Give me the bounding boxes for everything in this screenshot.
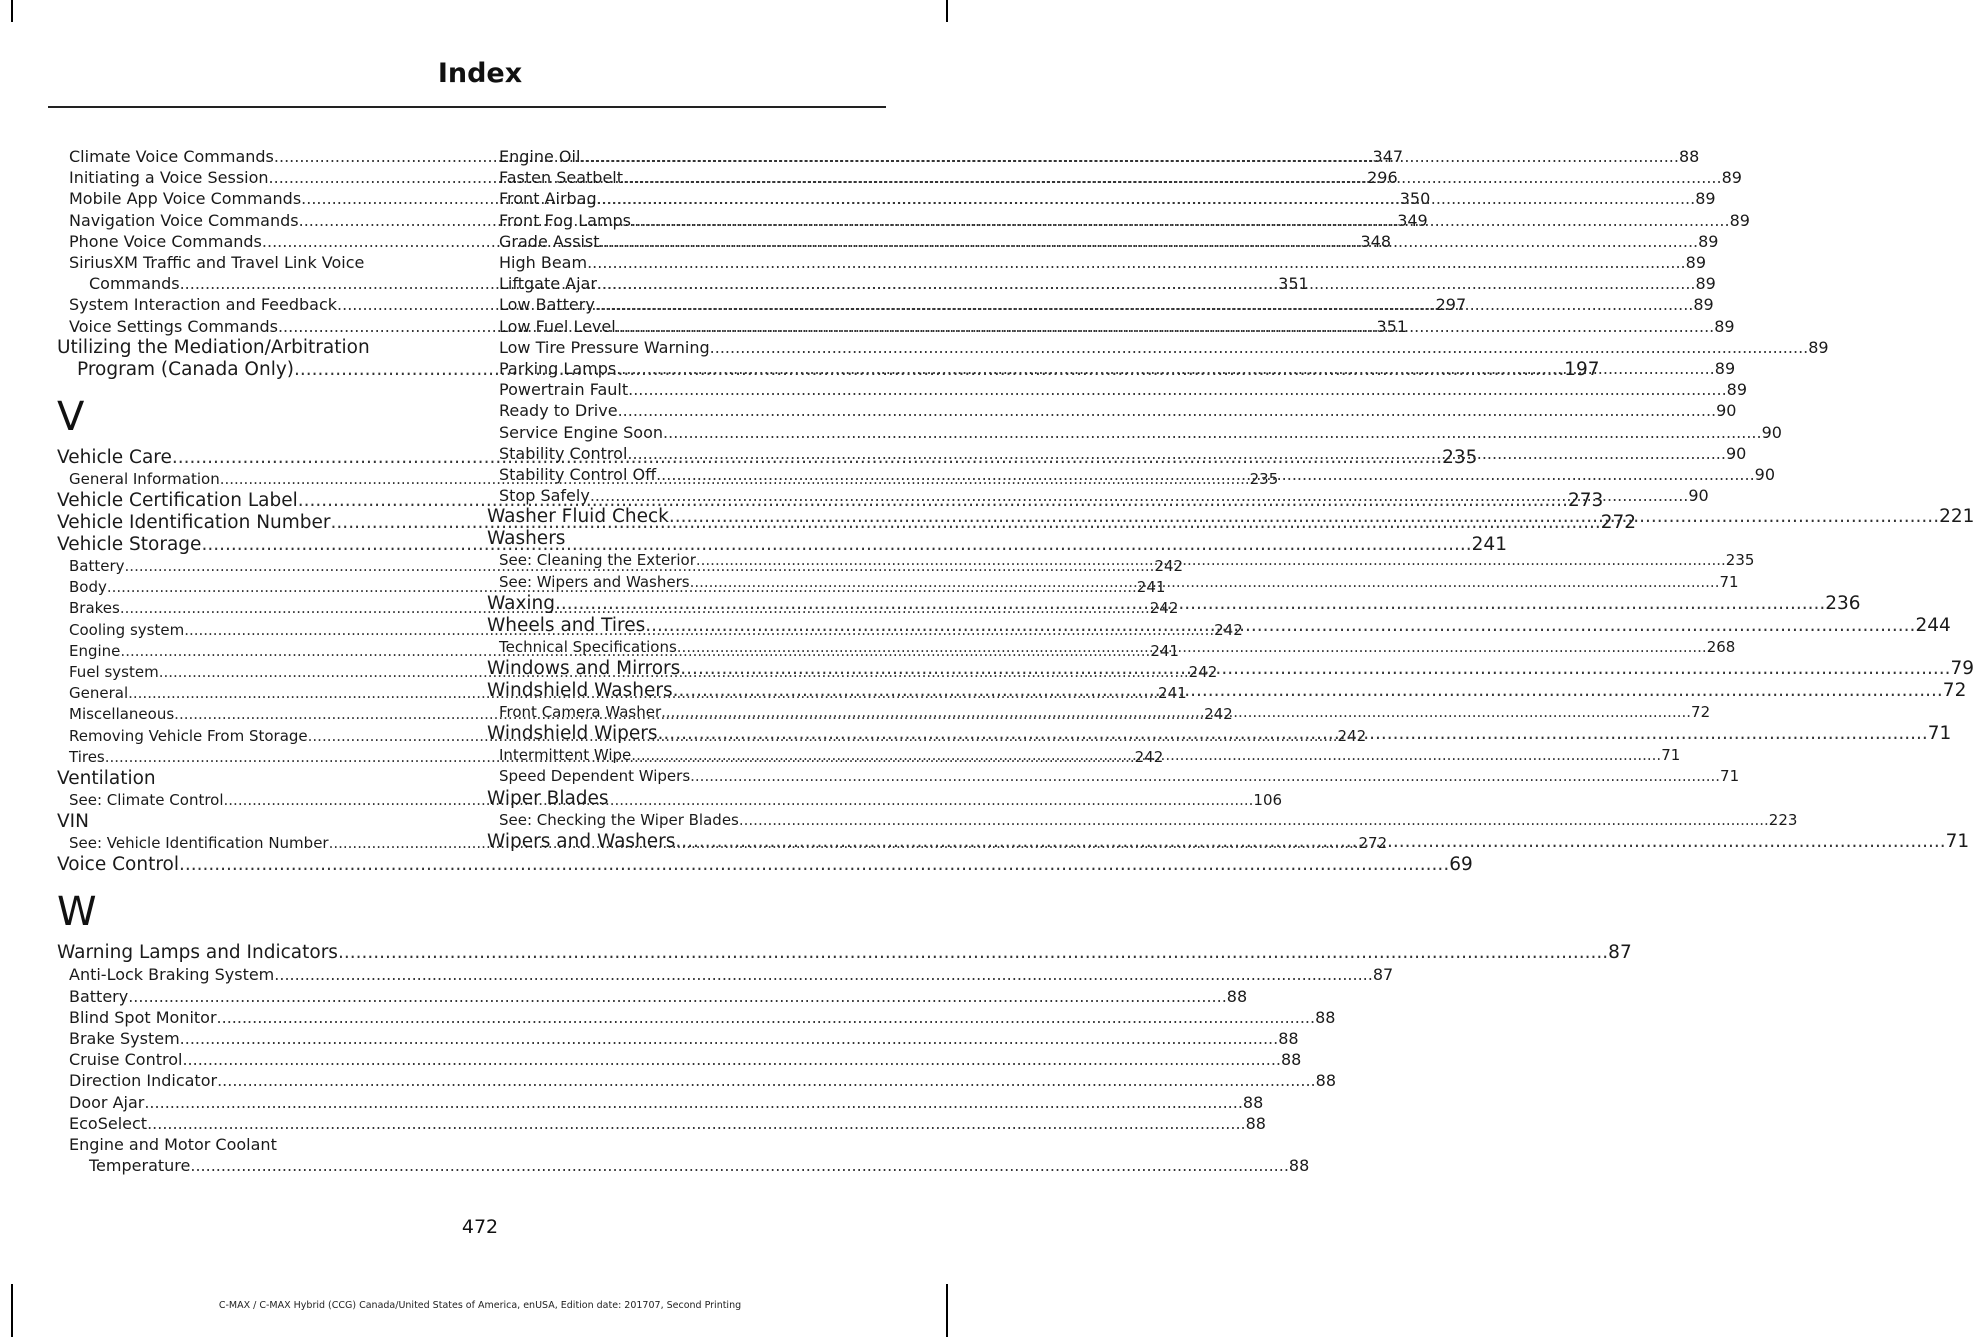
index-entry-page: 347 bbox=[1372, 147, 1403, 166]
index-entry-page: 79 bbox=[1950, 658, 1974, 680]
index-entry-text: Direction Indicator bbox=[69, 1071, 218, 1091]
index-entry-text: Technical Specifications bbox=[499, 637, 677, 656]
dot-leader bbox=[669, 506, 1939, 528]
dot-leader bbox=[690, 572, 1720, 593]
index-entry bbox=[57, 942, 1632, 964]
index-entry-text: Liftgate Ajar bbox=[499, 274, 597, 294]
index-entry-text: Warning Lamps and Indicators bbox=[57, 942, 338, 964]
index-entry-text: Battery bbox=[69, 986, 129, 1006]
index-entry-page: 88 bbox=[1278, 1029, 1299, 1049]
dot-leader bbox=[696, 550, 1726, 571]
index-entry-text: Powertrain Fault bbox=[499, 380, 629, 400]
dot-leader bbox=[147, 1113, 1246, 1134]
index-entry-page: 242 bbox=[1149, 599, 1179, 618]
index-entry-text: Navigation Voice Commands bbox=[69, 210, 299, 230]
index-entry-text: Engine and Motor Coolant bbox=[69, 1135, 277, 1155]
index-entry-page: 90 bbox=[1761, 422, 1782, 442]
index-entry-text: Voice Control bbox=[57, 854, 179, 876]
document-footer: C-MAX / C-MAX Hybrid (CCG) Canada/United States of America, enUSA, Edition date: 201707, Second Printing bbox=[218, 1300, 742, 1311]
index-entry-text: Brakes bbox=[69, 599, 120, 618]
index-entry-page: 297 bbox=[1435, 295, 1467, 315]
dot-leader bbox=[600, 231, 1699, 252]
index-entry-page: 89 bbox=[1714, 359, 1736, 379]
index-entry-page: 69 bbox=[1449, 854, 1473, 876]
index-entry-page: 88 bbox=[1226, 986, 1248, 1006]
page-number: 472 bbox=[461, 1216, 499, 1238]
index-entry-page: 88 bbox=[1678, 147, 1700, 166]
index-entry-text: Low Battery bbox=[499, 295, 595, 315]
index-entry-page: 351 bbox=[1278, 274, 1309, 294]
index-entry-text: Blind Spot Monitor bbox=[69, 1007, 217, 1027]
dot-leader bbox=[658, 723, 1928, 745]
index-entry-text: Windows and Mirrors bbox=[487, 658, 681, 680]
crop-mark-top-left bbox=[11, 0, 13, 22]
header-divider bbox=[48, 106, 886, 108]
index-entry-page: 71 bbox=[1945, 830, 1970, 852]
index-entry-text: Phone Voice Commands bbox=[69, 231, 262, 251]
index-entry bbox=[487, 252, 1706, 273]
index-entry-text: See: Checking the Wiper Blades bbox=[499, 810, 739, 829]
index-entry-page: 72 bbox=[1691, 703, 1711, 722]
index-entry-page: 88 bbox=[1315, 1071, 1336, 1091]
index-entry-page: 87 bbox=[1372, 965, 1394, 985]
index-entry-text: General bbox=[69, 684, 129, 703]
dot-leader bbox=[587, 252, 1686, 273]
index-entry bbox=[57, 1155, 1310, 1176]
index-entry-text: Vehicle Care bbox=[57, 446, 172, 468]
index-entry-page: 90 bbox=[1716, 401, 1737, 421]
index-entry-text: Windshield Washers bbox=[487, 680, 673, 702]
index-entry-text: Fasten Seatbelt bbox=[499, 168, 624, 188]
index-entry-page: 241 bbox=[1136, 578, 1166, 597]
index-entry-page: 350 bbox=[1399, 189, 1431, 209]
index-entry-text: See: Climate Control bbox=[69, 791, 224, 810]
index-entry-page: 242 bbox=[1134, 747, 1164, 766]
dot-leader bbox=[675, 831, 1945, 853]
section-letter: W bbox=[57, 889, 97, 936]
dot-leader bbox=[631, 745, 1661, 766]
index-entry-page: 351 bbox=[1376, 316, 1408, 336]
index-entry-text: Low Tire Pressure Warning bbox=[499, 337, 710, 357]
index-entry-text: Waxing bbox=[487, 592, 556, 614]
index-entry-page: 89 bbox=[1729, 210, 1750, 230]
index-entry-text: Door Ajar bbox=[69, 1092, 145, 1112]
index-entry-text: Utilizing the Mediation/Arbitration bbox=[57, 336, 370, 358]
index-entry-text: Stop Safely bbox=[499, 486, 590, 506]
crop-mark-top-right bbox=[946, 0, 948, 22]
index-entry bbox=[487, 422, 1782, 443]
index-entry-text: See: Cleaning the Exterior bbox=[499, 551, 696, 570]
index-entry-text: Fuel system bbox=[69, 663, 159, 682]
index-entry-text: Cruise Control bbox=[69, 1050, 183, 1070]
index-entry-text: Service Engine Soon bbox=[499, 422, 664, 442]
index-entry-page: 197 bbox=[1564, 358, 1600, 380]
index-entry-page: 89 bbox=[1714, 316, 1735, 336]
dot-leader bbox=[710, 337, 1809, 358]
index-entry-page: 272 bbox=[1600, 512, 1637, 534]
index-entry-text: Wipers and Washers bbox=[487, 830, 676, 852]
dot-leader bbox=[618, 400, 1717, 421]
index-entry-page: 223 bbox=[1768, 810, 1798, 829]
index-entry-page: 88 bbox=[1242, 1092, 1264, 1112]
index-entry-wrapped bbox=[57, 1134, 1310, 1176]
index-entry-page: 88 bbox=[1245, 1113, 1266, 1133]
index-entry bbox=[57, 1070, 1336, 1091]
dot-leader bbox=[595, 294, 1694, 315]
page-title: Index bbox=[437, 58, 523, 89]
index-heading: Ventilation bbox=[57, 768, 156, 790]
index-entry-text: See: Wipers and Washers bbox=[499, 572, 690, 591]
index-entry bbox=[57, 1092, 1264, 1113]
index-entry-page: 89 bbox=[1808, 337, 1829, 357]
index-entry-page: 349 bbox=[1397, 210, 1428, 230]
index-entry-text: Windshield Wipers bbox=[487, 723, 658, 745]
index-entry-text: Battery bbox=[69, 557, 125, 576]
index-entry-text: Intermittent Wipe bbox=[499, 746, 632, 765]
index-entry-page: 242 bbox=[1154, 557, 1184, 576]
index-heading: Washers bbox=[487, 528, 566, 550]
index-entry-page: 235 bbox=[1442, 446, 1478, 468]
index-entry-page: 272 bbox=[1358, 834, 1388, 853]
index-entry-page: 244 bbox=[1915, 614, 1951, 636]
index-entry-page: 87 bbox=[1608, 942, 1632, 964]
index-entry-page: 71 bbox=[1927, 723, 1952, 745]
index-entry-text: Commands bbox=[89, 274, 180, 294]
dot-leader bbox=[739, 810, 1769, 831]
index-entry-text: See: Vehicle Identification Number bbox=[69, 834, 329, 853]
index-entry-text: Stability Control Off bbox=[499, 465, 657, 485]
index-entry-text: Tires bbox=[69, 747, 105, 766]
index-entry-page: 241 bbox=[1158, 684, 1187, 703]
index-entry-page: 71 bbox=[1720, 767, 1740, 786]
index-entry-text: EcoSelect bbox=[69, 1113, 148, 1133]
index-entry-text: Vehicle Certification Label bbox=[57, 490, 298, 512]
index-entry-text: Washer Fluid Check bbox=[487, 506, 669, 528]
index-entry-page: 71 bbox=[1719, 572, 1739, 591]
index-entry-text: SiriusXM Traffic and Travel Link Voice bbox=[69, 253, 365, 273]
index-entry-page: 241 bbox=[1150, 641, 1179, 660]
index-entry-page: 72 bbox=[1942, 680, 1967, 702]
dot-leader bbox=[580, 146, 1679, 167]
index-entry-page: 89 bbox=[1693, 295, 1714, 315]
index-entry bbox=[57, 986, 1248, 1007]
index-entry-text: Anti-Lock Braking System bbox=[69, 965, 275, 985]
index-entry-page: 242 bbox=[1214, 620, 1243, 639]
index-entry-page: 236 bbox=[1825, 592, 1861, 614]
index-entry-page: 89 bbox=[1721, 168, 1742, 188]
dot-leader bbox=[623, 167, 1722, 188]
index-entry-page: 242 bbox=[1188, 663, 1218, 682]
index-entry-text: Voice Settings Commands bbox=[69, 316, 278, 336]
index-entry-text: Ready to Drive bbox=[499, 401, 618, 421]
index-entry-text: Climate Voice Commands bbox=[69, 147, 274, 166]
index-entry-text: Speed Dependent Wipers bbox=[499, 767, 691, 786]
index-entry-page: 242 bbox=[1337, 726, 1367, 745]
dot-leader bbox=[128, 986, 1227, 1007]
index-entry-page: 90 bbox=[1725, 443, 1747, 463]
dot-leader bbox=[190, 1155, 1289, 1176]
index-entry-page: 89 bbox=[1695, 189, 1716, 209]
dot-leader bbox=[182, 1049, 1281, 1070]
dot-leader bbox=[274, 964, 1373, 985]
dot-leader bbox=[661, 702, 1691, 723]
dot-leader bbox=[627, 443, 1726, 464]
index-entry-page: 242 bbox=[1204, 705, 1233, 724]
index-entry bbox=[57, 1049, 1302, 1070]
index-entry-page: 89 bbox=[1685, 253, 1706, 273]
index-entry-page: 88 bbox=[1315, 1007, 1336, 1027]
dot-leader bbox=[144, 1092, 1243, 1113]
index-entry-text: Program (Canada Only) bbox=[77, 358, 295, 380]
index-entry bbox=[57, 854, 1473, 876]
index-entry-page: 88 bbox=[1281, 1050, 1302, 1070]
index-entry-page: 89 bbox=[1695, 274, 1716, 294]
index-entry-text: Temperature bbox=[89, 1156, 191, 1176]
dot-leader bbox=[673, 680, 1943, 702]
dot-leader bbox=[677, 637, 1707, 658]
dot-leader bbox=[680, 658, 1950, 680]
index-entry-text: Vehicle Storage bbox=[57, 534, 202, 556]
index-entry-text: Initiating a Voice Session bbox=[69, 168, 269, 188]
index-entry-text: Removing Vehicle From Storage bbox=[69, 726, 308, 745]
dot-leader bbox=[179, 854, 1449, 876]
index-entry-text: Front Fog Lamps bbox=[499, 210, 632, 230]
index-entry-text: Stability Control bbox=[499, 443, 628, 463]
dot-leader bbox=[555, 593, 1825, 615]
index-entry bbox=[487, 379, 1748, 400]
index-entry-page: 90 bbox=[1688, 486, 1709, 506]
index-entry bbox=[57, 964, 1394, 985]
dot-leader bbox=[628, 379, 1727, 400]
index-entry-text: Engine Oil bbox=[499, 147, 581, 166]
index-entry-page: 348 bbox=[1360, 231, 1391, 251]
index-entry bbox=[57, 1113, 1266, 1134]
dot-leader bbox=[616, 358, 1715, 379]
index-entry-page: 71 bbox=[1661, 746, 1681, 765]
index-entry bbox=[487, 810, 1798, 831]
dot-leader bbox=[645, 615, 1915, 637]
dot-leader bbox=[656, 464, 1755, 485]
index-entry-text: Grade Assist bbox=[499, 231, 600, 251]
index-entry bbox=[57, 1028, 1299, 1049]
dot-leader bbox=[631, 210, 1730, 231]
dot-leader bbox=[597, 273, 1696, 294]
index-entry bbox=[487, 400, 1737, 421]
index-entry-text: High Beam bbox=[499, 253, 588, 273]
index-entry-page: 106 bbox=[1253, 791, 1283, 810]
index-entry-page: 221 bbox=[1939, 506, 1974, 528]
index-entry-text: Body bbox=[69, 578, 107, 597]
dot-leader bbox=[663, 422, 1762, 443]
index-entry-page: 273 bbox=[1567, 490, 1604, 512]
index-heading: VIN bbox=[57, 811, 89, 833]
index-entry-page: 241 bbox=[1471, 534, 1507, 556]
index-entry-page: 268 bbox=[1706, 637, 1736, 656]
section-letter: V bbox=[57, 393, 85, 440]
index-entry-text: Wheels and Tires bbox=[487, 614, 646, 636]
index-heading: Wiper Blades bbox=[487, 787, 609, 809]
dot-leader bbox=[690, 766, 1720, 787]
index-entry-text: Mobile App Voice Commands bbox=[69, 189, 302, 209]
index-entry-text: System Interaction and Feedback bbox=[69, 295, 338, 315]
index-entry bbox=[487, 766, 1740, 787]
dot-leader bbox=[217, 1070, 1316, 1091]
index-entry-page: 89 bbox=[1698, 231, 1719, 251]
dot-leader bbox=[180, 1028, 1279, 1049]
dot-leader bbox=[338, 942, 1608, 964]
index-entry-text: Vehicle Identification Number bbox=[57, 512, 331, 534]
index-entry-text: Engine bbox=[69, 641, 121, 660]
index-entry-text: Low Fuel Level bbox=[499, 316, 616, 336]
dot-leader bbox=[616, 316, 1715, 337]
dot-leader bbox=[590, 485, 1689, 506]
index-entry-page: 235 bbox=[1249, 469, 1279, 488]
index-entry-text: Parking Lamps bbox=[499, 359, 617, 379]
index-entry-text: General Information bbox=[69, 469, 220, 488]
index-entry bbox=[487, 337, 1829, 358]
index-entry-text: Front Airbag bbox=[499, 189, 597, 209]
index-entry-page: 89 bbox=[1726, 380, 1748, 400]
dot-leader bbox=[597, 188, 1696, 209]
index-entry-text: Front Camera Washer bbox=[499, 703, 662, 722]
index-entry bbox=[57, 1007, 1336, 1028]
index-entry-page: 90 bbox=[1754, 465, 1776, 485]
index-entry-text: Brake System bbox=[69, 1029, 180, 1049]
index-entry-page: 296 bbox=[1367, 168, 1398, 188]
index-entry-page: 235 bbox=[1725, 551, 1755, 570]
index-entry-text: Miscellaneous bbox=[69, 705, 175, 724]
index-entry-text: Cooling system bbox=[69, 620, 185, 639]
dot-leader bbox=[217, 1007, 1316, 1028]
index-entry-page: 88 bbox=[1288, 1156, 1310, 1176]
